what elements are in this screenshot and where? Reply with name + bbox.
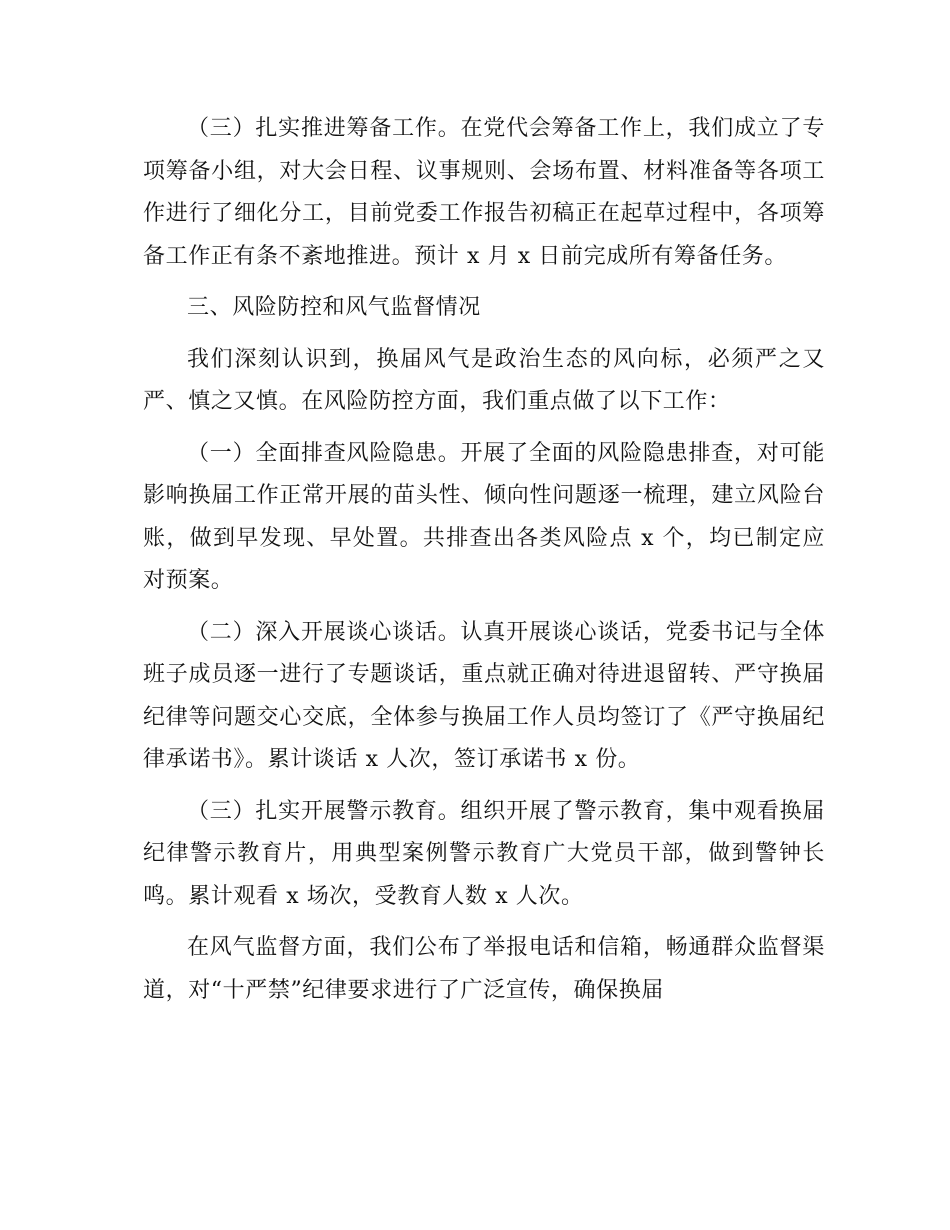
paragraph-risk-screening: （一）全面排查风险隐患。开展了全面的风险隐患排查，对可能影响换届工作正常开展的苗头性、倾向性问题逐一梳理，建立风险台账，做到早发现、早处置。共排查出各类风险点 x 个，均已制定应对预案。 [143, 440, 825, 593]
paragraph-preparation-work: （三）扎实推进筹备工作。在党代会筹备工作上，我们成立了专项筹备小组，对大会日程、议事规则、会场布置、材料准备等各项工作进行了细化分工，目前党委工作报告初稿正在起草过程中，各项筹备工作正有条不紊地推进。预计 x 月 x 日前完成所有筹备任务。 [143, 116, 825, 269]
paragraph-heart-to-heart-talks: （二）深入开展谈心谈话。认真开展谈心谈话，党委书记与全体班子成员逐一进行了专题谈话，重点就正确对待进退留转、严守换届纪律等问题交心交底，全体参与换届工作人员均签订了《严守换届纪律承诺书》。累计谈话 x 人次，签订承诺书 x 份。 [143, 619, 825, 772]
paragraph-risk-intro: 我们深刻认识到，换届风气是政治生态的风向标，必须严之又严、慎之又慎。在风险防控方面，我们重点做了以下工作： [143, 346, 825, 414]
document-body [143, 108, 825, 1021]
paragraph-supervision: 在风气监督方面，我们公布了举报电话和信箱，畅通群众监督渠道，对“十严禁”纪律要求进行了广泛宣传，确保换届 [143, 935, 825, 1003]
paragraph-warning-education: （三）扎实开展警示教育。组织开展了警示教育，集中观看换届纪律警示教育片，用典型案例警示教育广大党员干部，做到警钟长鸣。累计观看 x 场次，受教育人数 x 人次。 [143, 798, 825, 909]
section-heading-risk-control: 三、风险防控和风气监督情况 [187, 295, 481, 320]
